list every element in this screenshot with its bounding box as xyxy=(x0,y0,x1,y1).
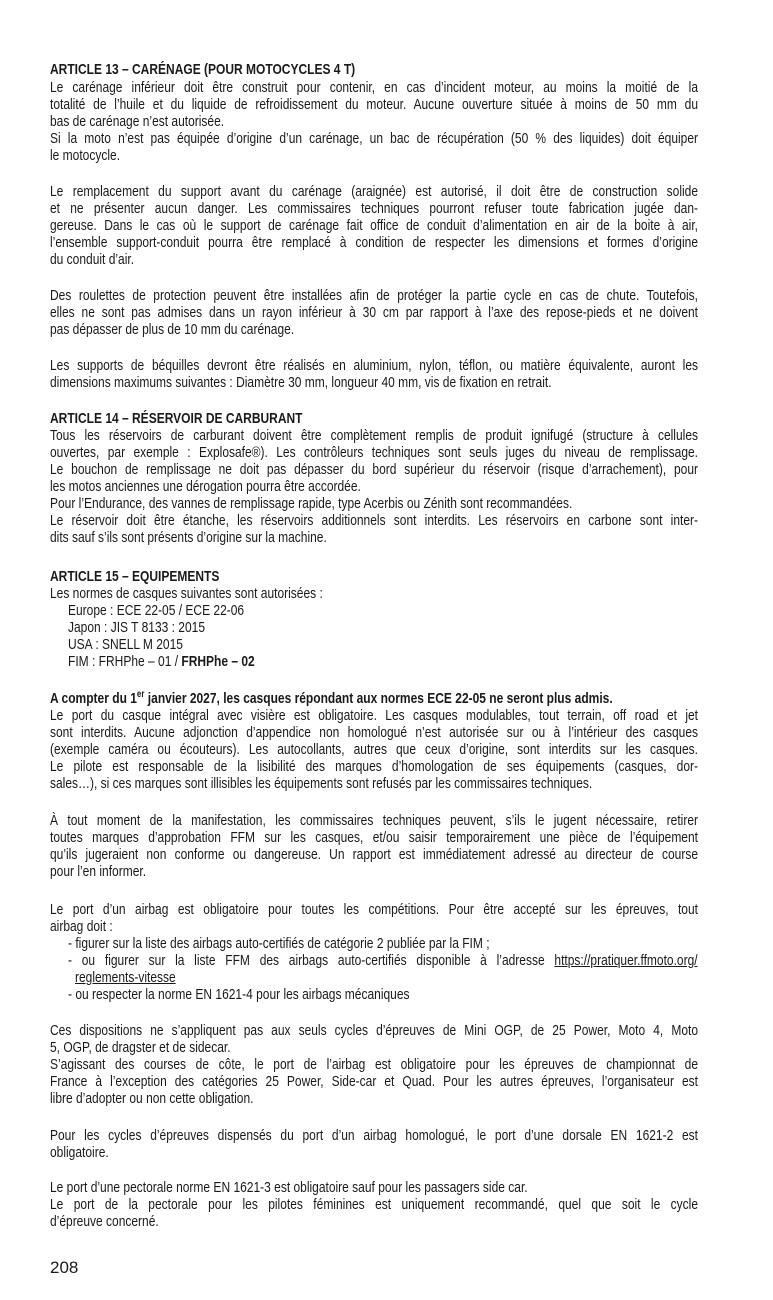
text: le motocycle. xyxy=(50,147,121,164)
text: elles ne sont pas admises dans un rayon inférieur à 30 cm par rapport à l’axe des repose-pieds et ne doivent xyxy=(50,304,698,321)
paragraph-line xyxy=(50,287,698,304)
article-14-title xyxy=(50,410,698,427)
text: France à l’exception des catégories 25 Power, Side-car et Quad. Pour les autres épreuves, l’organisateur est xyxy=(50,1073,698,1090)
text: Des roulettes de protection peuvent être installées afin de protéger la partie cycle en cas de chute. Toutefois, xyxy=(50,287,698,304)
paragraph-line xyxy=(50,918,698,935)
airbag-list-item-cont xyxy=(75,969,698,986)
paragraph-line xyxy=(50,130,698,147)
text: Le réservoir doit être étanche, les réservoirs additionnels sont interdits. Les réservoirs en carbone sont inter- xyxy=(50,512,698,529)
paragraph-line xyxy=(50,812,698,829)
paragraph-line xyxy=(50,234,698,251)
text: pas dépasser de plus de 10 mm du carénage. xyxy=(50,321,295,338)
helmet-norm-fim xyxy=(68,653,698,670)
paragraph-line xyxy=(50,200,698,217)
paragraph-line xyxy=(50,1056,698,1073)
text: airbag doit : xyxy=(50,918,113,935)
paragraph-line xyxy=(50,321,698,338)
text: Ces dispositions ne s’appliquent pas aux seuls cycles d’épreuves de Mini OGP, de 25 Power, Moto 4, Moto xyxy=(50,1022,698,1039)
text: - ou figurer sur la liste FFM des airbags auto-certifiés disponible à l’adresse xyxy=(68,952,555,969)
text: Les supports de béquilles devront être réalisés en aluminium, nylon, téflon, ou matière équivalente, auront les xyxy=(50,357,698,374)
text: Europe : ECE 22-05 / ECE 22-06 xyxy=(68,602,245,619)
paragraph-line xyxy=(50,829,698,846)
text: qu’ils jugeraient non conforme ou dangereuse. Un rapport est immédiatement adressé au directeur de course xyxy=(50,846,698,863)
superscript: er xyxy=(136,689,145,700)
text: toutes marques d’approbation FFM sur les casques, et/ou saisir temporairement une pièce de l’équipement xyxy=(50,829,698,846)
paragraph-line xyxy=(50,775,698,792)
text: libre d’adopter ou non cette obligation. xyxy=(50,1090,254,1107)
text-bold: FRHPhe – 02 xyxy=(181,653,255,670)
paragraph-line xyxy=(50,707,698,724)
paragraph-line xyxy=(50,1073,698,1090)
text: Le remplacement du support avant du carénage (araignée) est autorisé, il doit être de construction solide xyxy=(50,183,698,200)
text: A compter du 1 xyxy=(50,690,137,707)
text: l’ensemble support-conduit pourra être remplacé à condition de respecter les dimensions et formes d’origine xyxy=(50,234,698,251)
text: Japon : JIS T 8133 : 2015 xyxy=(68,619,205,636)
paragraph-line xyxy=(50,147,698,164)
paragraph-line xyxy=(50,96,698,113)
paragraph-line xyxy=(50,585,698,602)
notice-2027 xyxy=(50,690,698,707)
paragraph-line xyxy=(50,374,698,391)
airbag-list-item xyxy=(68,935,698,952)
paragraph-line xyxy=(50,758,698,775)
airbag-list-item xyxy=(68,986,698,1003)
paragraph-line xyxy=(50,1213,698,1230)
text: d’épreuve concerné. xyxy=(50,1213,159,1230)
paragraph-line xyxy=(50,846,698,863)
text: S’agissant des courses de côte, le port de l’airbag est obligatoire pour les épreuves de championnat de xyxy=(50,1056,698,1073)
text: pour l’en informer. xyxy=(50,863,147,880)
paragraph-line xyxy=(50,183,698,200)
paragraph-line xyxy=(50,79,698,96)
paragraph-line xyxy=(50,901,698,918)
text: Les normes de casques suivantes sont autorisées : xyxy=(50,585,323,602)
text: Pour l’Endurance, des vannes de remplissage rapide, type Acerbis ou Zénith sont recommandées. xyxy=(50,495,573,512)
paragraph-line xyxy=(50,357,698,374)
helmet-norm-japon xyxy=(68,619,698,636)
helmet-norm-europe xyxy=(68,602,698,619)
text: - ou respecter la norme EN 1621-4 pour les airbags mécaniques xyxy=(68,986,410,1003)
paragraph-line xyxy=(50,529,698,546)
text: et ne présenter aucun danger. Les commissaires techniques pourront refuser toute fabrication jugée dan- xyxy=(50,200,698,217)
text: janvier 2027, les casques répondant aux normes ECE 22-05 ne seront plus admis. xyxy=(144,690,613,707)
text: Tous les réservoirs de carburant doivent être complètement remplis de produit ignifugé (structure à cellules xyxy=(50,427,698,444)
text: dimensions maximums suivantes : Diamètre 30 mm, longueur 40 mm, vis de fixation en retrait. xyxy=(50,374,552,391)
text: 5, OGP, de dragster et de sidecar. xyxy=(50,1039,231,1056)
text: Le port d’un airbag est obligatoire pour toutes les compétitions. Pour être accepté sur les épreuves, tout xyxy=(50,901,698,918)
ffmoto-link[interactable]: https://pratiquer.ffmoto.org/ xyxy=(554,952,698,969)
paragraph-line xyxy=(50,1039,698,1056)
ffmoto-link-cont[interactable]: reglements-vitesse xyxy=(75,969,176,986)
paragraph-line xyxy=(50,1196,698,1213)
article-13-title xyxy=(50,61,698,78)
text: FIM : FRHPhe – 01 / xyxy=(68,653,182,670)
text: Le port de la pectorale pour les pilotes féminines est uniquement recommandé, quel que soit le cycle xyxy=(50,1196,698,1213)
paragraph-line xyxy=(50,512,698,529)
heading: ARTICLE 14 – RÉSERVOIR DE CARBURANT xyxy=(50,410,303,427)
text: Le bouchon de remplissage ne doit pas dépasser du bord supérieur du réservoir (risque d’arrachement), pour xyxy=(50,461,698,478)
paragraph-line xyxy=(50,461,698,478)
text: du conduit d’air. xyxy=(50,251,135,268)
text: les motos anciennes une dérogation pourra être accordée. xyxy=(50,478,361,495)
text: obligatoire. xyxy=(50,1144,109,1161)
heading: ARTICLE 15 – EQUIPEMENTS xyxy=(50,568,220,585)
page-number: 208 xyxy=(50,1258,79,1277)
text: dits sauf s’ils sont présents d’origine sur la machine. xyxy=(50,529,327,546)
helmet-norm-usa xyxy=(68,636,698,653)
text: totalité de l’huile et du liquide de refroidissement du moteur. Aucune ouverture située à moins de 50 mm du xyxy=(50,96,698,113)
text: Le port du casque intégral avec visière est obligatoire. Les casques modulables, tout terrain, off road et jet xyxy=(50,707,698,724)
text: sont interdits. Aucune adjonction d’appendice non homologué n’est autorisée sur ou à l’intérieur des casques xyxy=(50,724,698,741)
text: Le pilote est responsable de la lisibilité des marques d’homologation de ses équipements (casques, dor- xyxy=(50,758,698,775)
text: Pour les cycles d’épreuves dispensés du port d’un airbag homologué, le port d’une dorsale EN 1621-2 est xyxy=(50,1127,698,1144)
paragraph-line xyxy=(50,217,698,234)
paragraph-line xyxy=(50,863,698,880)
paragraph-line xyxy=(50,495,698,512)
paragraph-line xyxy=(50,444,698,461)
paragraph-line xyxy=(50,1144,698,1161)
paragraph-line xyxy=(50,304,698,321)
paragraph-line xyxy=(50,1127,698,1144)
paragraph-line xyxy=(50,113,698,130)
text: bas de carénage n’est autorisée. xyxy=(50,113,225,130)
heading: ARTICLE 13 – CARÉNAGE (POUR MOTOCYCLES 4 T) xyxy=(50,61,356,78)
text: À tout moment de la manifestation, les commissaires techniques peuvent, s’ils le jugent nécessaire, retirer xyxy=(50,812,698,829)
paragraph-line xyxy=(50,724,698,741)
text: ouvertes, par exemple : Explosafe®). Les contrôleurs techniques sont seuls juges du niveau de remplissage. xyxy=(50,444,698,461)
paragraph-line xyxy=(50,427,698,444)
text: sales…), si ces marques sont illisibles les équipements sont refusés par les commissaires techniques. xyxy=(50,775,593,792)
text: Le carénage inférieur doit être construit pour contenir, en cas d’incident moteur, au moins la moitié de la xyxy=(50,79,698,96)
paragraph-line xyxy=(50,1179,698,1196)
paragraph-line xyxy=(50,741,698,758)
paragraph-line xyxy=(50,478,698,495)
text: gereuse. Dans le cas où le support de carénage fait office de conduit d’alimentation en air de la boite à air, xyxy=(50,217,698,234)
airbag-list-item xyxy=(68,952,698,969)
text: - figurer sur la liste des airbags auto-certifiés de catégorie 2 publiée par la FIM ; xyxy=(68,935,490,952)
paragraph-line xyxy=(50,251,698,268)
text: Le port d’une pectorale norme EN 1621-3 est obligatoire sauf pour les passagers side car. xyxy=(50,1179,528,1196)
text: USA : SNELL M 2015 xyxy=(68,636,183,653)
text: Si la moto n’est pas équipée d’origine d’un carénage, un bac de récupération (50 % des liquides) doit équiper xyxy=(50,130,698,147)
article-15-title xyxy=(50,568,698,585)
paragraph-line xyxy=(50,1090,698,1107)
text: (exemple caméra ou écouteurs). Les autocollants, autres que ceux d’origine, sont interdits sur les casques. xyxy=(50,741,698,758)
paragraph-line xyxy=(50,1022,698,1039)
